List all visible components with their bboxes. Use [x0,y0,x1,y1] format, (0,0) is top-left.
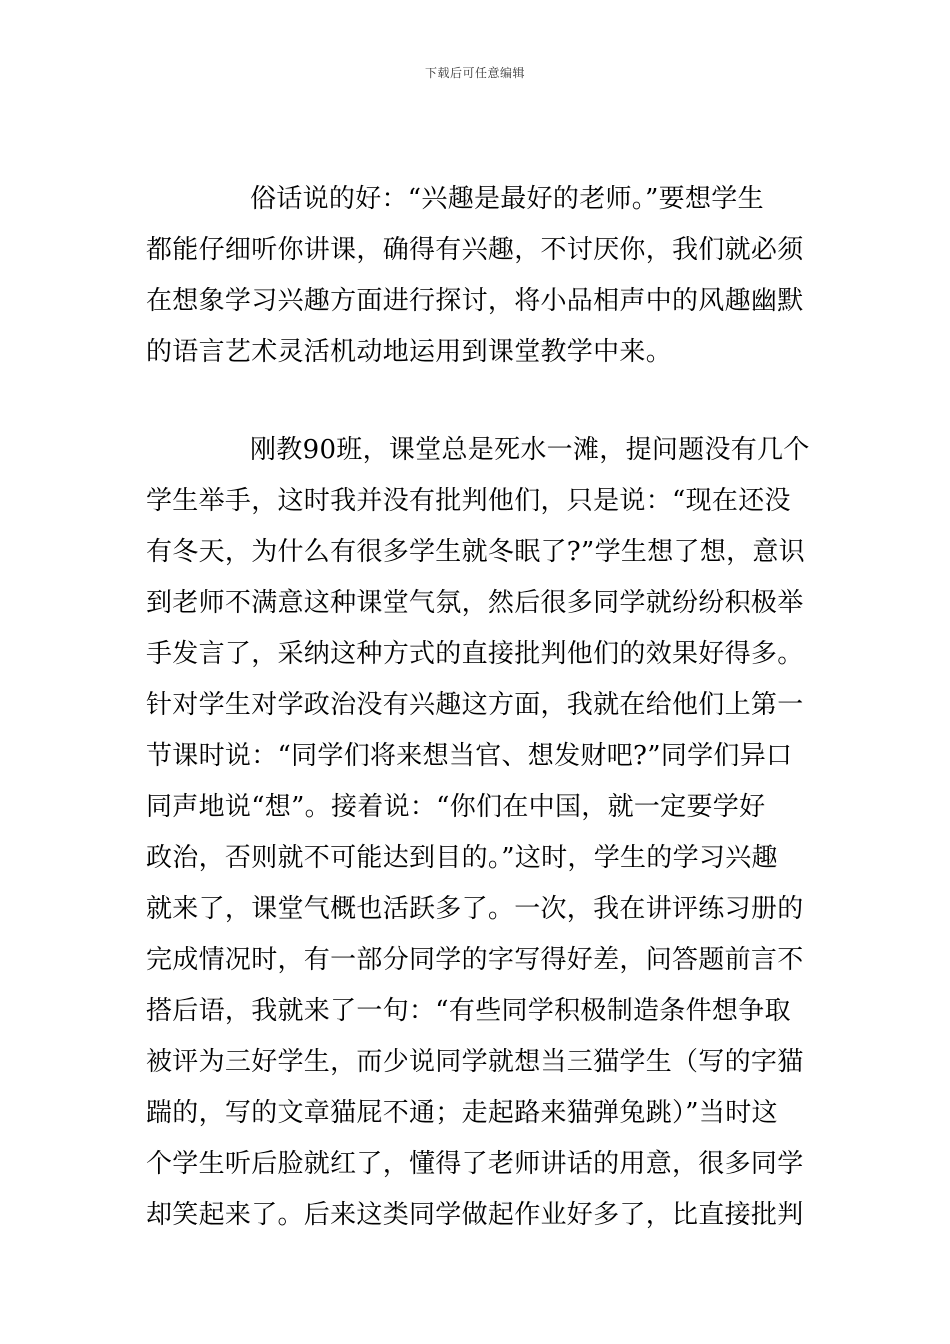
text-line: 被评为三好学生，而少说同学就想当三猫学生（写的字猫 [146,1047,804,1077]
text-line: 搭后语，我就来了一句：“有些同学积极制造条件想争取 [146,996,791,1026]
text-line: 都能仔细听你讲课，确得有兴趣，不讨厌你，我们就必须 [146,235,804,265]
text-line: 就来了，课堂气概也活跃多了。一次，我在讲评练习册的 [146,894,804,924]
text-line: 同声地说“想”。接着说：“你们在中国，就一定要学好 [146,792,766,822]
text-line: 个学生听后脸就红了，懂得了老师讲话的用意，很多同学 [146,1149,804,1179]
text-line: 有冬天，为什么有很多学生就冬眠了?”学生想了想，意识 [146,537,806,567]
text-line: 的语言艺术灵活机动地运用到课堂教学中来。 [146,337,673,367]
text-line: 节课时说：“同学们将来想当官、想发财吧?”同学们异口 [146,741,793,771]
text-line: 政治，否则就不可能达到目的。”这时，学生的学习兴趣 [146,843,778,873]
text-line: 在想象学习兴趣方面进行探讨，将小品相声中的风趣幽默 [146,286,804,316]
text-line: 踹的，写的文章猫屁不通；走起路来猫弹兔跳）”当时这 [146,1098,778,1128]
page-header: 下载后可任意编辑 [424,66,525,80]
text-line: 学生举手，这时我并没有批判他们，只是说：“现在还没 [146,486,791,516]
text-line: 却笑起来了。后来这类同学做起作业好多了，比直接批判 [146,1200,804,1230]
text-line: 刚教90班，课堂总是死水一滩，提问题没有几个 [250,435,810,465]
text-line: 完成情况时，有一部分同学的字写得好差，问答题前言不 [146,945,804,975]
text-line: 手发言了，采纳这种方式的直接批判他们的效果好得多。 [146,639,804,669]
text-line: 到老师不满意这种课堂气氛，然后很多同学就纷纷积极举 [146,588,804,618]
text-line: 针对学生对学政治没有兴趣这方面，我就在给他们上第一 [146,690,804,720]
text-line: 俗话说的好：“兴趣是最好的老师。”要想学生 [250,184,764,214]
